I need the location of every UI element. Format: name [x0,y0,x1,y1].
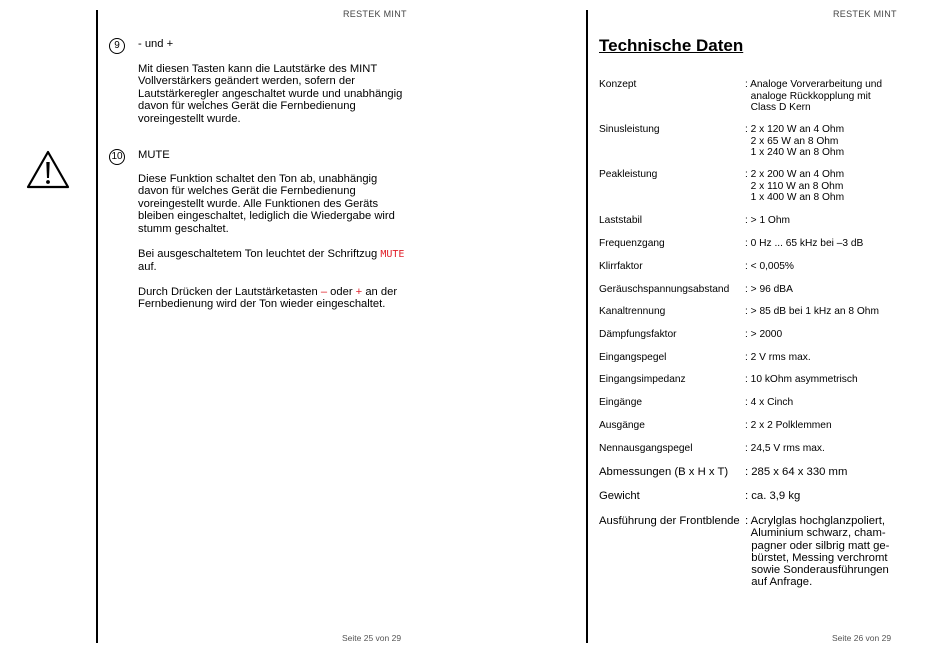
spec-label-abmessungen: Abmessungen (B x H x T) [599,466,729,478]
unmute-line-2: Fernbedienung wird der Ton wieder eingeschaltet. [138,298,386,311]
spec-value-laststabil: : > 1 Ohm [745,215,791,226]
spec-value-klirrfaktor: : < 0,005% [745,261,794,272]
spec-label-peakleistung: Peakleistung [599,169,658,180]
spec-label-konzept: Konzept [599,79,637,90]
press-suffix: an der [362,286,398,298]
spec-value-abmessungen: : 285 x 64 x 330 mm [745,466,848,478]
item9-line-5: voreingestellt wurde. [138,112,241,125]
item10-line-4: bleiben eingeschaltet, lediglich die Wiedergabe wird [138,210,395,223]
item9-line-2: Vollverstärkers geändert werden, sofern der [138,75,356,88]
item9-line-4: davon für welches Gerät die Fernbedienung [138,100,356,113]
spec-label-daempfungsfaktor: Dämpfungsfaktor [599,329,677,340]
plus-symbol: + [355,286,363,298]
item10-heading: MUTE [138,149,170,161]
spec-label-sinusleistung: Sinusleistung [599,124,660,135]
spec-value-ausgaenge: : 2 x 2 Polklemmen [745,420,832,431]
spec-label-frontblende: Ausführung der Frontblende [599,515,740,527]
spec-label-geraeuschspannungsabstand: Geräuschspannungsabstand [599,284,730,295]
mute-display-word: MUTE [380,249,405,260]
item10-line-3: voreingestellt wurde. Alle Funktionen des Geräts [138,197,379,210]
mute-line-prefix: Bei ausgeschaltetem Ton leuchtet der Schriftzug [138,248,381,260]
spec-value-sinusleistung: : 2 x 120 W an 4 Ohm 2 x 65 W an 8 Ohm 1 x 240 W an 8 Ohm [745,124,845,159]
spec-value-frontblende: : Acrylglas hochglanzpoliert, Aluminium schwarz, cham- pagner oder silbrig matt ge- bürstet, Messing verchromt sowie Sonderausführungen auf Anfrage. [745,515,890,589]
left-page-footer: Seite 25 von 29 [342,633,402,643]
center-divider-rule [586,10,588,643]
spec-label-klirrfaktor: Klirrfaktor [599,261,643,272]
item-number-10: 10 [109,149,125,165]
item-number-9: 9 [109,38,125,54]
spec-label-eingaenge: Eingänge [599,397,643,408]
spec-value-eingaenge: : 4 x Cinch [745,397,794,408]
mute-indicator-paragraph [138,248,418,274]
spec-value-peakleistung: : 2 x 200 W an 4 Ohm 2 x 110 W an 8 Ohm 1 x 400 W an 8 Ohm [745,169,845,204]
spec-label-eingangspegel: Eingangspegel [599,352,667,363]
item10-line-1: Diese Funktion schaltet den Ton ab, unabhängig [138,173,378,185]
spec-value-konzept: : Analoge Vorverarbeitung und analoge Rückkopplung mit Class D Kern [745,79,883,114]
minus-symbol: – [320,286,328,298]
mute-indicator-line [138,248,418,261]
spec-value-nennausgangspegel: : 24,5 V rms max. [745,443,825,454]
right-page-footer: Seite 26 von 29 [832,633,892,643]
item9-body [138,63,418,125]
unmute-line-1 [138,286,438,298]
spec-label-ausgaenge: Ausgänge [599,420,645,431]
right-page-header: RESTEK MINT [833,9,897,19]
mute-line-suffix: auf. [138,261,157,274]
press-prefix: Durch Drücken der Lautstärketasten [138,286,321,298]
page-title: Technische Daten [599,36,744,55]
or-word: oder [327,286,356,298]
spec-value-gewicht: : ca. 3,9 kg [745,490,801,502]
unmute-paragraph [138,286,438,311]
spec-value-kanaltrennung: : > 85 dB bei 1 kHz an 8 Ohm [745,306,879,317]
spec-value-geraeuschspannungsabstand: : > 96 dBA [745,284,793,295]
spec-label-laststabil: Laststabil [599,215,643,226]
spec-label-nennausgangspegel: Nennausgangspegel [599,443,693,454]
left-margin-rule [96,10,98,643]
item10-body [138,173,418,235]
spec-label-gewicht: Gewicht [599,490,640,502]
item9-heading: - und + [138,38,174,50]
spec-value-daempfungsfaktor: : > 2000 [745,329,783,340]
item9-line-1: Mit diesen Tasten kann die Lautstärke des MINT [138,63,378,75]
spec-label-kanaltrennung: Kanaltrennung [599,306,666,317]
item10-line-5: stumm geschaltet. [138,222,229,235]
spec-value-eingangspegel: : 2 V rms max. [745,352,811,363]
item10-line-2: davon für welches Gerät die Fernbedienung [138,185,356,198]
spec-value-eingangsimpedanz: : 10 kOhm asymmetrisch [745,374,858,385]
spec-label-eingangsimpedanz: Eingangsimpedanz [599,374,686,385]
spec-value-frequenzgang: : 0 Hz ... 65 kHz bei –3 dB [745,238,864,249]
left-page-header: RESTEK MINT [343,9,407,19]
item9-line-3: Lautstärkeregler angeschaltet wurde und unabhängig [138,87,403,100]
spec-label-frequenzgang: Frequenzgang [599,238,665,249]
warning-triangle-icon [25,149,71,190]
